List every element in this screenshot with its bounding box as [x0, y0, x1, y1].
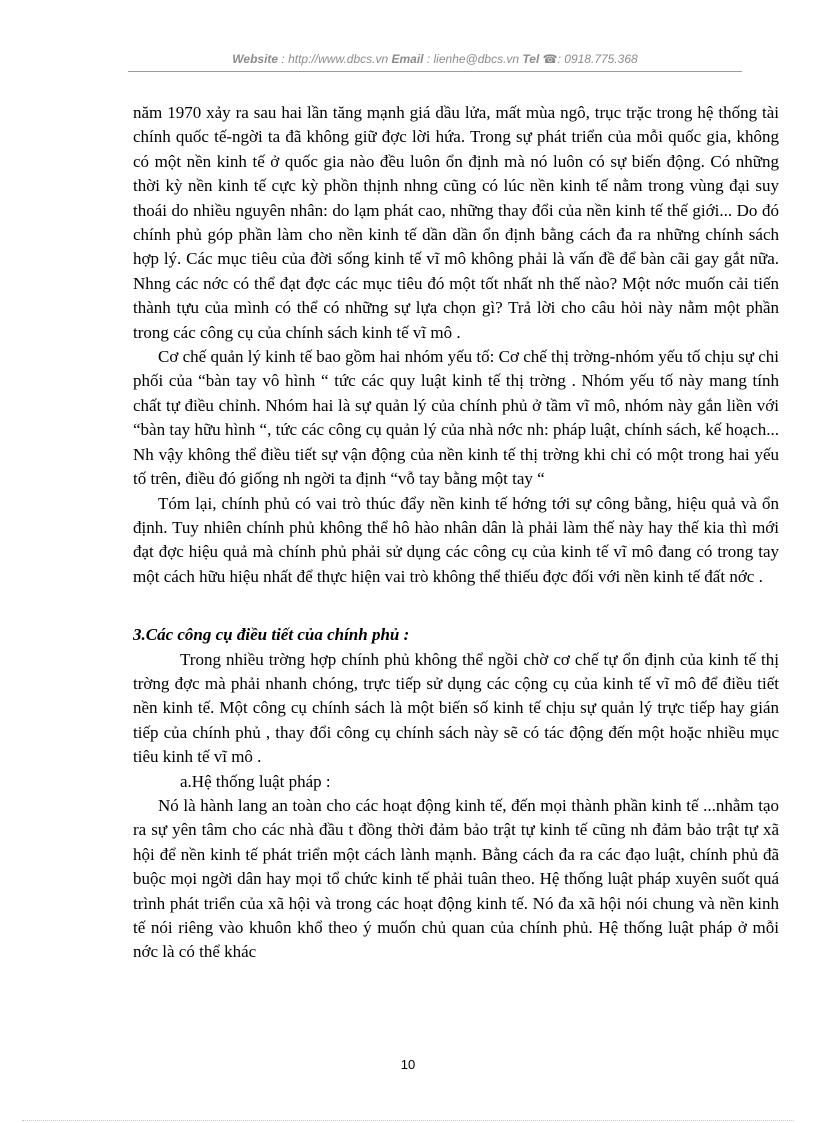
website-label: Website — [232, 52, 279, 66]
document-body — [133, 101, 779, 965]
website-url[interactable]: : http://www.dbcs.vn — [281, 52, 389, 66]
paragraph-3: Tóm lại, chính phủ có vai trò thúc đẩy nền kinh tế hớng tới sự công bằng, hiệu quả và ổn định. Tuy nhiên chính phủ không thể hô hào nhân dân là phải làm thế này hay thế kia thì mới đạt đợc hiệu quả mà chính phủ phải sử dụng các công cụ của kinh tế vĩ mô đang có trong tay một cách hữu hiệu nhất để thực hiện vai trò không thể thiếu đợc đối với nền kinh tế đất nớc . — [133, 493, 779, 586]
paragraph-4: Trong nhiều trờng hợp chính phủ không thể ngồi chờ cơ chế tự ổn định của kinh tế thị trờng đợc mà phải nhanh chóng, trực tiếp sử dụng các cộng cụ của kinh tế vĩ mô để điều tiết nền kinh tế. Một công cụ chính sách là một biến số kinh tế chịu sự quản lý trực tiếp hay gián tiếp của chính phủ , thay đổi công cụ chính sách này sẽ có tác động đến một hoặc nhiều mục tiêu kinh tế vĩ mô . — [133, 649, 779, 767]
email-label: Email — [391, 52, 424, 66]
email-address[interactable]: : lienhe@dbcs.vn — [426, 52, 520, 66]
paragraph-5: Nó là hành lang an toàn cho các hoạt động kinh tế, đến mọi thành phần kinh tế ...nhằm tạo ra sự yên tâm cho các nhà đầu t đồng thời đảm bảo trật tự kinh tế cũng nh đảm bảo trật tự xã hội để nền kinh tế phát triển một cách lành mạnh. Bằng cách đa ra các đạo luật, chính phủ đã buộc mọi ngời dân hay mọi tổ chức kinh tế phải tuân theo. Hệ thống luật pháp xuyên suốt quá trình phát triển của xã hội và trong các hoạt động kinh tế. Nó đa xã hội nói chung và nền kinh tế nói riêng vào khuôn khổ theo ý muốn chủ quan của chính phủ. Hệ thống luật pháp ở mỗi nớc là có thể khác — [133, 795, 779, 962]
section-spacer — [133, 589, 779, 623]
sub-heading: a.Hệ thống luật pháp : — [180, 771, 331, 791]
tel-number: ☎: 0918.775.368 — [542, 52, 638, 66]
page-header — [128, 47, 742, 72]
footer-divider — [22, 1120, 794, 1121]
paragraph-2: Cơ chế quản lý kinh tế bao gồm hai nhóm yếu tố: Cơ chế thị trờng-nhóm yếu tố chịu sự chi phối của “bàn tay vô hình “ tức các quy luật kinh tế thị trờng . Nhóm yếu tố này mang tính chất tự điều chỉnh. Nhóm hai là sự quản lý của chính phủ ở tầm vĩ mô, nhóm này gắn liền với “bàn tay hữu hình “, tức các công cụ quản lý của nhà nớc nh: pháp luật, chính sách, kế hoạch... Nh vậy không thể điều tiết sự vận động của nền kinh tế thị trờng khi chỉ có một trong hai yếu tố trên, điều đó giống nh ngời ta định “vỗ tay bằng một tay “ — [133, 347, 779, 489]
section-heading: 3.Các công cụ điều tiết của chính phủ : — [133, 625, 410, 645]
paragraph-1: năm 1970 xảy ra sau hai lần tăng mạnh giá dầu lửa, mất mùa ngô, trục trặc trong hệ thống tài chính quốc tế-ngời ta đã không giữ đợc lời hứa. Trong sự phát triển của mỗi quốc gia, không có một nền kinh tế ở quốc gia nào đều luôn ổn định mà nó luôn có sự biến động. Có những thời kỳ nền kinh tế cực kỳ phồn thịnh nhng cũng có lúc nền kinh tế nằm trong vùng đại suy thoái do nhiều nguyên nhân: do lạm phát cao, những thay đổi của nền kinh tế thế giới... Do đó chính phủ góp phần làm cho nền kinh tế dần dần ổn định bằng cách đa ra những chính sách hợp lý. Các mục tiêu của đời sống kinh tế vĩ mô không phải là vấn đề để bàn cãi gay gắt nữa. Nhng các nớc có thể đạt đợc các mục tiêu đó một tốt nhất nh thế nào? Một nớc muốn cải tiến thành tựu của mình có thể có những sự lựa chọn gì? Trả lời cho câu hỏi này nằm một phần trong các công cụ của chính sách kinh tế vĩ mô . — [133, 103, 779, 342]
tel-label: Tel — [522, 52, 540, 66]
page-number: 10 — [400, 1057, 416, 1072]
